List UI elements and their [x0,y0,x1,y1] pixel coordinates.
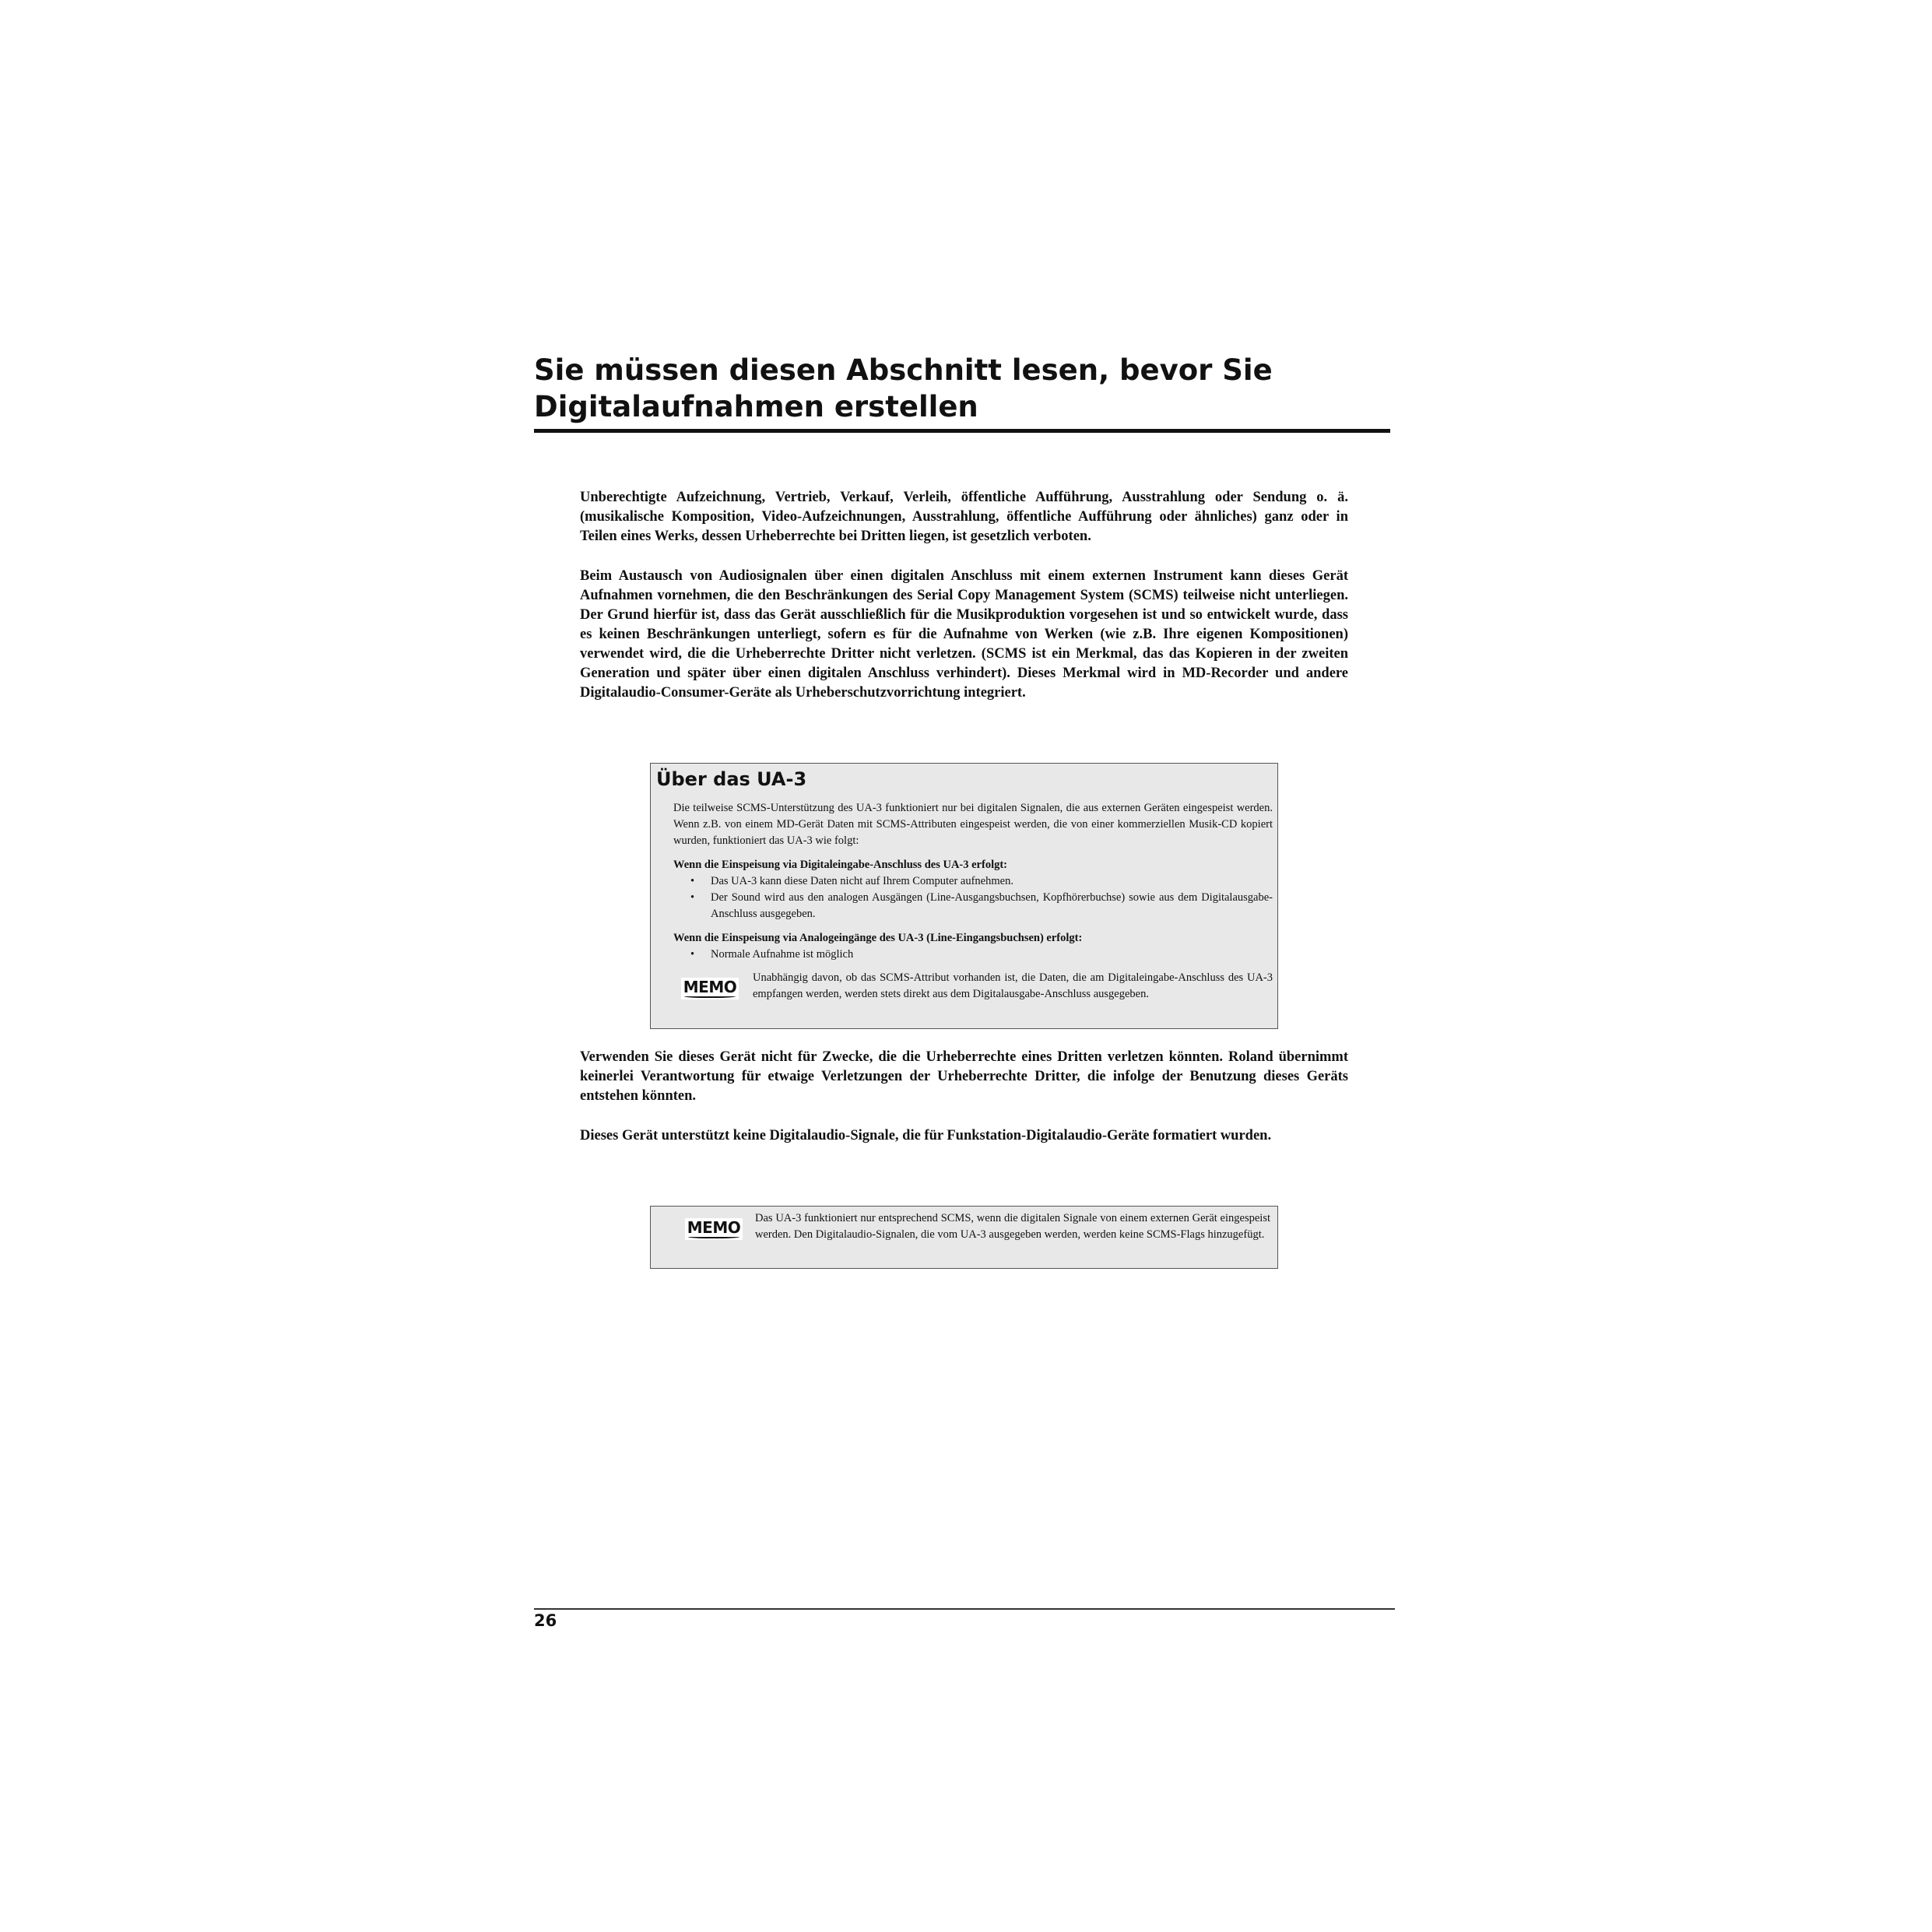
list-item: • Das UA-3 kann diese Daten nicht auf Ihrem Computer aufnehmen. [673,873,1273,890]
footer-rule [534,1608,1395,1610]
bullet-list-digital-input [673,873,1273,922]
memo-label: MEMO [685,1218,743,1240]
memo-text: Unabhängig davon, ob das SCMS-Attribut vorhanden ist, die Daten, die am Digitaleingabe-Anschluss des UA-3 empfangen werden, werden stets direkt aus dem Digitalausgabe-Anschluss ausgegeben. [753,971,1273,1000]
page-number: 26 [534,1611,557,1630]
list-item: • Normale Aufnahme ist möglich [673,947,1273,963]
paragraph-copyright-notice: Unberechtigte Aufzeichnung, Vertrieb, Verkauf, Verleih, öffentliche Aufführung, Ausstrahlung oder Sendung o. ä. (musikalische Komposition, Video-Aufzeichnungen, Ausstrahlung, öffentliche Aufführung oder ähnliches) ganz oder in Teilen eines Werks, dessen Urheberrechte bei Dritten liegen, ist gesetzlich verboten. [580,490,1348,544]
paragraph-funkstation: Dieses Gerät unterstützt keine Digitalaudio-Signale, die für Funkstation-Digitalaudio-Geräte formatiert wurden. [580,1128,1272,1143]
condition-digital-input: Wenn die Einspeisung via Digitaleingabe-Anschluss des UA-3 erfolgt: [673,859,1008,871]
info-box-ua3 [650,763,1278,1029]
page-heading-line-2: Digitalaufnahmen erstellen [534,390,978,423]
memo-box [650,1206,1278,1269]
page-heading-line-1: Sie müssen diesen Abschnitt lesen, bevor Sie [534,353,1273,387]
memo-icon [682,974,738,1003]
info-box-title: Über das UA-3 [656,768,807,790]
paragraph-liability: Verwenden Sie dieses Gerät nicht für Zwecke, die die Urheberrechte eines Dritten verletzen könnten. Roland übernimmt keinerlei Verantwortung für etwaige Verletzungen der Urheberrechte Dritter, die infolge der Benutzung dieses Geräts entstehen könnten. [580,1049,1348,1104]
memo-label: MEMO [681,978,739,999]
bullet-list-analog-input [673,947,1273,963]
memo-icon [686,1214,742,1244]
list-item: • Der Sound wird aus den analogen Ausgängen (Line-Ausgangsbuchsen, Kopfhörerbuchse) sowie aus dem Digitalausgabe-Anschluss ausgegeben. [673,890,1273,922]
page-heading [534,352,1390,425]
paragraph-scms-explanation: Beim Austausch von Audiosignalen über einen digitalen Anschluss mit einem externen Instrument kann dieses Gerät Aufnahmen vornehmen, die den Beschränkungen des Serial Copy Management System (SCMS) teilweise nicht unterliegen. Der Grund hierfür ist, dass das Gerät ausschließlich für die Musikproduktion vorgesehen ist und so entwickelt wurde, dass es keinen Beschränkungen unterliegt, sofern es für die Aufnahme von Werken (wie z.B. Ihre eigenen Kompositionen) verwendet wird, die die Urheberrechte Dritter nicht verletzen. (SCMS ist ein Merkmal, das das Kopieren in der zweiten Generation und später über einen digitalen Anschluss verhindert). Dieses Merkmal wird in MD-Recorder und andere Digitalaudio-Consumer-Geräte als Urheberschutzvorrichtung integriert. [580,568,1348,701]
condition-analog-input: Wenn die Einspeisung via Analogeingänge des UA-3 (Line-Eingangsbuchsen) erfolgt: [673,932,1083,944]
heading-rule [534,429,1390,433]
memo-text: Das UA-3 funktioniert nur entsprechend SCMS, wenn die digitalen Signale von einem externen Gerät eingespeist werden. Den Digitalaudio-Signalen, die vom UA-3 ausgegeben werden, werden keine SCMS-Flags hinzugefügt. [755,1212,1270,1241]
info-box-intro: Die teilweise SCMS-Unterstützung des UA-3 funktioniert nur bei digitalen Signalen, die aus externen Geräten eingespeist werden. Wenn z.B. von einem MD-Gerät Daten mit SCMS-Attributen eingespeist werden, die von einer kommerziellen Musik-CD kopiert wurden, funktioniert das UA-3 wie folgt: [673,802,1273,847]
